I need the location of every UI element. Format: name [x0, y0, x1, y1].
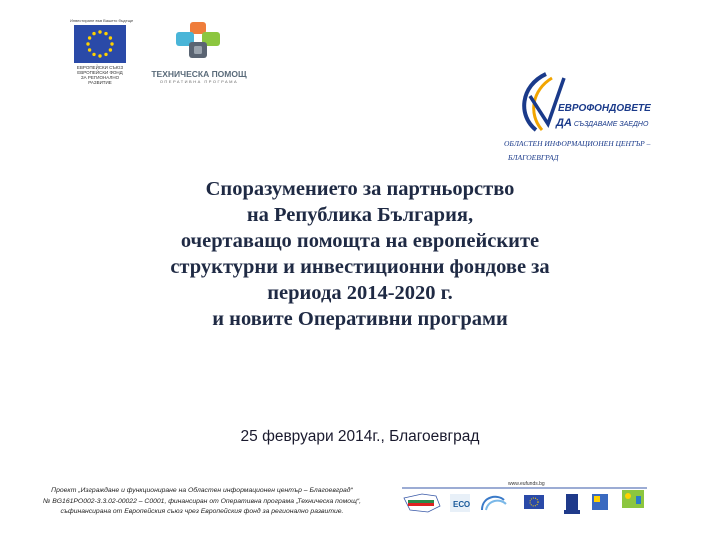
eu-logo — [70, 18, 134, 85]
title-line-1: Споразумението за партньорство — [205, 178, 515, 200]
puzzle-icon — [144, 20, 254, 62]
info-center-name — [504, 137, 704, 165]
eurofunds-slogan-row — [556, 117, 648, 129]
eu-small-flag-icon — [524, 495, 544, 509]
eurofunds-slogan: СЪЗДАВАМЕ ЗАЕДНО — [573, 121, 649, 128]
eu-logo-top-text: Инвестиране във Вашето бъдеще — [70, 18, 134, 23]
nsrf-logo-icon — [592, 494, 608, 510]
eu-flag-icon — [74, 25, 126, 63]
eu-caption-2: ЕВРОПЕЙСКИ ФОНД — [77, 70, 123, 75]
eu-caption-3: ЗА РЕГИОНАЛНО РАЗВИТИЕ — [80, 75, 120, 85]
footer-line-2: № BG161PO002-3.3.02-00022 – С0001, финансиран от Оперативна програма „Техническа помощ“, — [42, 497, 362, 505]
eco-logo-icon — [450, 494, 470, 512]
project-footer — [12, 486, 392, 518]
slide-title — [40, 176, 680, 332]
footer-line-1: Проект „Изграждане и функциониране на Областен информационен център – Благоевград“ — [51, 487, 353, 494]
title-line-4: структурни и инвестиционни фондове за — [170, 256, 550, 278]
svg-text:ЕСО: ЕСО — [453, 500, 471, 509]
eurofunds-da: ДА — [556, 117, 572, 129]
ta-logo-name: ТЕХНИЧЕСКА ПОМОЩ — [151, 69, 247, 79]
ta-logo-sub: ОПЕРАТИВНА ПРОГРАМА — [159, 79, 239, 84]
bulgaria-map-icon — [404, 494, 440, 512]
swirl-logo-icon — [482, 497, 506, 510]
technical-assistance-logo — [144, 20, 254, 84]
info-center-line-1: ОБЛАСТЕН ИНФОРМАЦИОНЕН ЦЕНТЪР – — [504, 139, 651, 148]
title-line-2: на Република България, — [246, 204, 474, 226]
footer-url: www.eufunds.bg — [508, 481, 545, 487]
blue-emblem-icon — [564, 494, 580, 514]
eurofunds-name: ЕВРОФОНДОВЕТЕ — [558, 103, 651, 114]
footer-line-3: съфинансирана от Европейския съюз чрез Европейския фонд за регионално развитие. — [60, 508, 344, 515]
eu-caption-1: ЕВРОПЕЙСКИ СЪЮЗ — [76, 65, 124, 70]
date-location: 25 февруари 2014г., Благоевград — [240, 428, 480, 445]
title-line-5: периода 2014-2020 г. — [267, 282, 453, 304]
green-logo-icon — [622, 490, 644, 508]
title-line-6: и новите Оперативни програми — [212, 308, 508, 330]
title-line-3: очертаващо помощта на европейските — [180, 230, 540, 252]
footer-logos-strip — [402, 484, 647, 520]
info-center-line-2: БЛАГОЕВГРАД — [508, 153, 559, 162]
